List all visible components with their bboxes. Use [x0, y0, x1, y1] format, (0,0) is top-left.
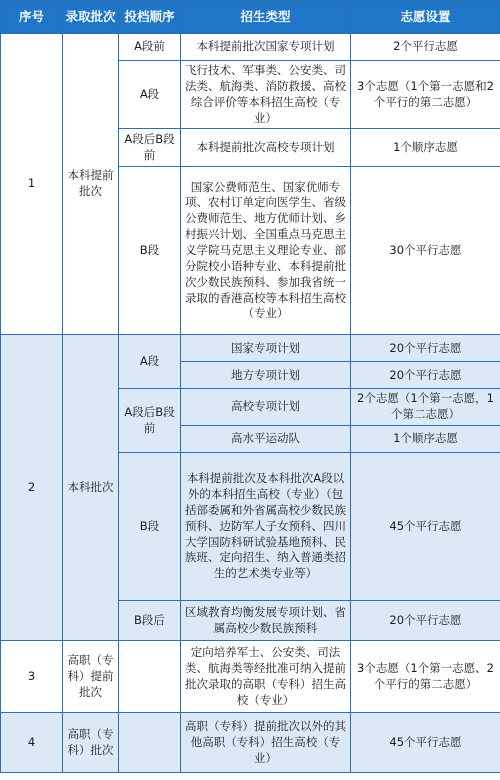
type-cell: 高校专项计划 [181, 389, 351, 426]
row-number: 1 [1, 34, 63, 335]
type-cell: 本科提前批次高校专项计划 [181, 129, 351, 167]
order-cell: B段 [119, 167, 181, 335]
order-cell: B段后 [119, 601, 181, 641]
type-cell: 国家公费师范生、国家优师专项、农村订单定向医学生、省级公费师范生、地方优师计划、乡村振兴计划、全国重点马克思主义学院马克思主义理论专业、部分院校小语种专业、本科提前批次少数民族预科、参加我省统一录取的香港高校等本科招生高校（专业） [181, 167, 351, 335]
header-batch: 录取批次 [63, 1, 119, 34]
type-cell: 飞行技术、军事类、公安类、司法类、航海类、消防救援、高校综合评价等本科招生高校（专业） [181, 61, 351, 129]
setting-cell: 2个平行志愿 [351, 34, 500, 61]
type-cell: 国家专项计划 [181, 335, 351, 362]
row-number: 2 [1, 335, 63, 641]
table-row [1, 641, 500, 713]
order-cell [119, 713, 181, 773]
order-cell: A段 [119, 335, 181, 389]
setting-cell: 30个平行志愿 [351, 167, 500, 335]
setting-cell: 2个志愿（1个第一志愿，1个第二志愿） [351, 389, 500, 426]
setting-cell: 20个平行志愿 [351, 335, 500, 362]
type-cell: 本科提前批次国家专项计划 [181, 34, 351, 61]
batch-name: 本科批次 [63, 335, 119, 641]
order-cell: A段前 [119, 34, 181, 61]
type-cell: 本科提前批次及本科批次A段以外的本科招生高校（专业）（包括部委属和外省属高校少数民族预科、边防军人子女预科、四川大学国防科研试验基地预科、民族班、定向招生、纳入普通类招生的艺术类专业等） [181, 453, 351, 601]
header-setting: 志愿设置 [351, 1, 500, 34]
order-cell: A段 [119, 61, 181, 129]
setting-cell: 45个平行志愿 [351, 453, 500, 601]
batch-name: 高职（专科）提前批次 [63, 641, 119, 713]
table-row [1, 335, 500, 362]
batch-name: 本科提前批次 [63, 34, 119, 335]
setting-cell: 1个顺序志愿 [351, 426, 500, 453]
setting-cell: 1个顺序志愿 [351, 129, 500, 167]
order-cell: B段 [119, 453, 181, 601]
order-cell: A段后B段前 [119, 389, 181, 453]
header-no: 序号 [1, 1, 63, 34]
type-cell: 高职（专科）提前批次以外的其他高职（专科）招生高校（专业） [181, 713, 351, 773]
type-cell: 地方专项计划 [181, 362, 351, 389]
order-cell [119, 641, 181, 713]
type-cell: 定向培养军士、公安类、司法类、航海类等经批准可纳入提前批次录取的高职（专科）招生高校（专业） [181, 641, 351, 713]
row-number: 3 [1, 641, 63, 713]
setting-cell: 3个志愿（1个第一志愿、2个平行的第二志愿） [351, 641, 500, 713]
setting-cell: 3个志愿（1个第一志愿和2个平行的第二志愿） [351, 61, 500, 129]
table-header-row [1, 1, 500, 34]
order-cell: A段后B段前 [119, 129, 181, 167]
setting-cell: 20个平行志愿 [351, 362, 500, 389]
header-order: 投档顺序 [119, 1, 181, 34]
batch-name: 高职（专科）批次 [63, 713, 119, 773]
setting-cell: 20个平行志愿 [351, 601, 500, 641]
table-row [1, 34, 500, 61]
header-type: 招生类型 [181, 1, 351, 34]
table-row [1, 713, 500, 773]
type-cell: 高水平运动队 [181, 426, 351, 453]
row-number: 4 [1, 713, 63, 773]
setting-cell: 45个平行志愿 [351, 713, 500, 773]
type-cell: 区域教育均衡发展专项计划、省属高校少数民族预科 [181, 601, 351, 641]
